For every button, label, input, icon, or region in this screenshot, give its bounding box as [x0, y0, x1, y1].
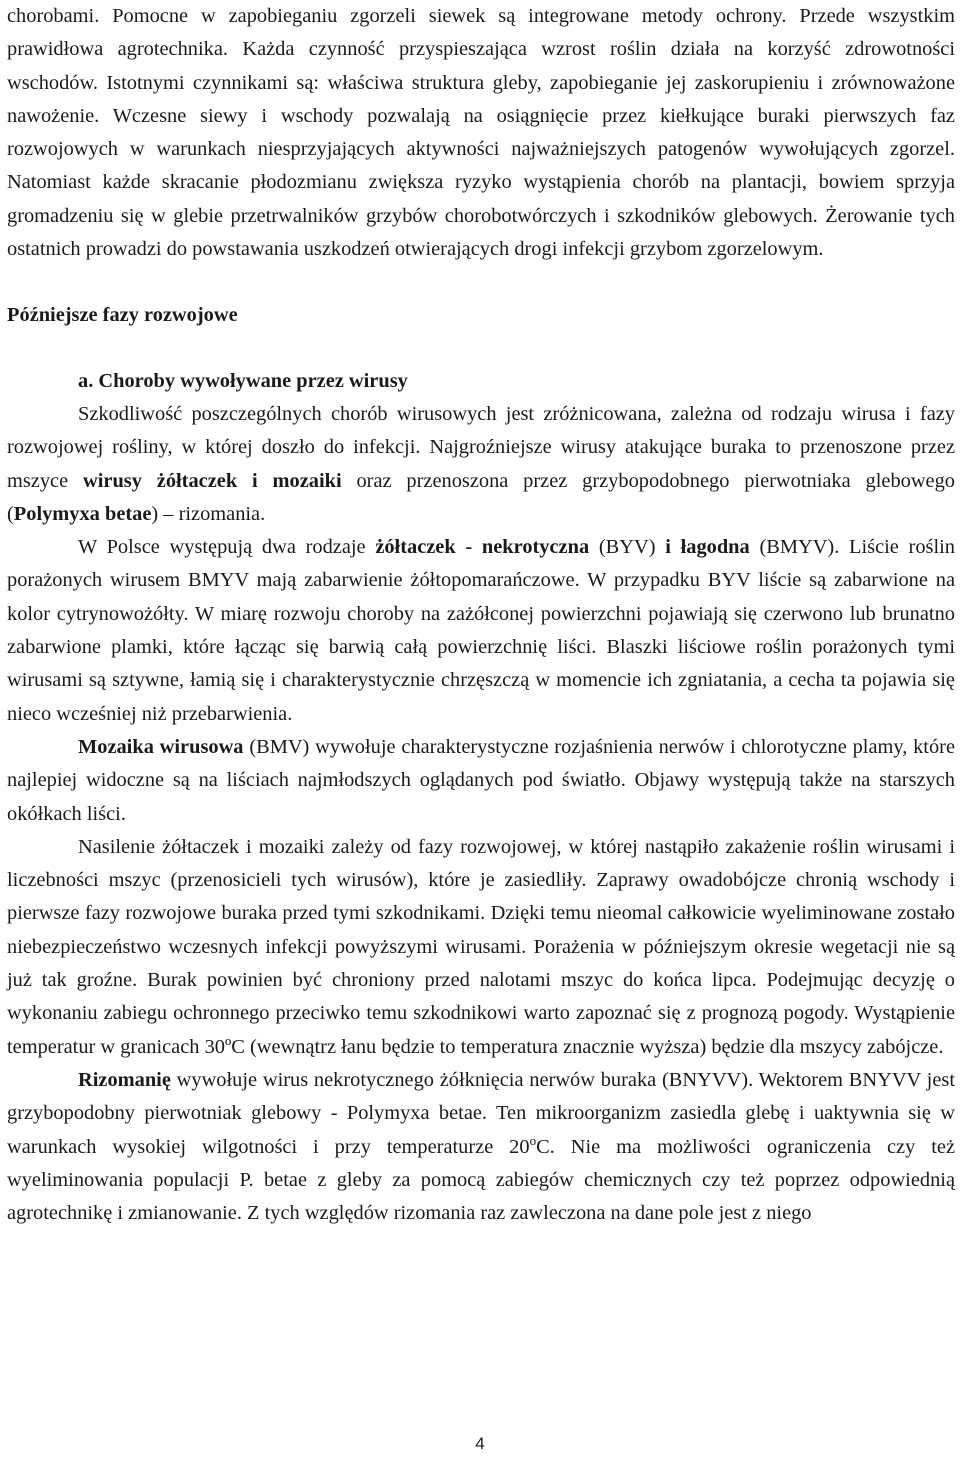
paragraph-rhizomania-text: wywołuje wirus nekrotycznego żółknięcia nerwów buraka (BNYVV). Wektorem BNYVV jest grzybopodobny pierwotniak glebowy - Polymyxa betae. Ten mikroorganizm zasiedla glebę i uaktywnia się w warunkach wysokiej wilgotności i przy temperaturze 20 [7, 1068, 955, 1158]
paragraph-rhizomania [7, 1064, 955, 1230]
subsection-heading: a. Choroby wywoływane przez wirusy [78, 369, 408, 392]
paragraph-harm-text-3: ) – rizomania. [151, 502, 266, 525]
paragraph-intro [7, 0, 955, 266]
term-yellows-mosaic: wirusy żółtaczek i mozaiki [83, 469, 342, 492]
paragraph-harm-text-2: oraz przenoszona przez grzybopodobnego pierwotniaka glebowego ( [7, 469, 955, 525]
term-rhizomania: Rizomanię [78, 1068, 171, 1091]
paragraph-mosaic [7, 731, 955, 831]
term-polymyxa: Polymyxa betae [13, 502, 152, 525]
document-page [7, 0, 955, 1230]
paragraph-rhizomania-text-2: C. Nie ma możliwości ograniczenia czy też wyeliminowania populacji P. betae z gleby za pomocą zabiegów chemicznych czy też poprzez odpowiednią agrotechnikę i zmianowanie. Z tych względów rizomania raz zawleczona na dane pole jest z niego [7, 1135, 955, 1225]
paragraph-poland [7, 531, 955, 731]
page-number: 4 [475, 1434, 485, 1453]
paragraph-harm-text: Szkodliwość poszczególnych chorób wirusowych jest zróżnicowana, zależna od rodzaju wirusa i fazy rozwojowej rośliny, w której doszło do infekcji. Najgroźniejsze wirusy atakujące buraka to przenoszone przez mszyce [7, 402, 955, 492]
paragraph-harm [7, 398, 955, 531]
paragraph-poland-text-3: (BMYV). Liście roślin porażonych wirusem BMYV mają zabarwienie żółtopomarańczowe. W przypadku BYV liście są zabarwione na kolor cytrynowożółty. W miarę rozwoju choroby na zażółconej powierzchni pojawiają się czerwono lub brunatno zabarwione plamki, które łącząc się barwią całą powierzchnię liści. Blaszki liściowe roślin porażonych tymi wirusami są sztywne, łamią się i charakterystycznie chrzęszczą w momencie ich zgniatania, a cecha ta pojawia się nieco wcześniej niż przebarwienia. [7, 536, 955, 725]
paragraph-poland-text: W Polsce występują dwa rodzaje [78, 536, 366, 559]
term-mosaic: Mozaika wirusowa [78, 735, 244, 758]
term-mild: i łagodna [665, 536, 750, 559]
term-yellows-types: żółtaczek - nekrotyczna [375, 536, 590, 559]
paragraph-intro-text: chorobami. Pomocne w zapobieganiu zgorzeli siewek są integrowane metody ochrony. Przede wszystkim prawidłowa agrotechnika. Każda czynność przyspieszająca wzrost roślin działa na korzyść zdrowotności wschodów. Istotnymi czynnikami są: właściwa struktura gleby, zapobieganie jej zaskorupieniu i zrównoważone nawożenie. Wczesne siewy i wschody pozwalają na osiągnięcie przez kiełkujące buraki pierwszych faz rozwojowych w warunkach niesprzyjających aktywności najważniejszych patogenów wywołujących zgorzel. Natomiast każde skracanie płodozmianu zwiększa ryzyko wystąpienia chorób na plantacji, bowiem sprzyja gromadzeniu się w glebie przetrwalników grzybów chorobotwórczych i szkodników glebowych. Żerowanie tych ostatnich prowadzi do powstawania uszkodzeń otwierających drogi infekcji grzybom zgorzelowym. [7, 5, 955, 261]
paragraph-intensity [7, 831, 955, 1064]
paragraph-intensity-text: Nasilenie żółtaczek i mozaiki zależy od fazy rozwojowej, w której nastąpiło zakażenie roślin wirusami i liczebności mszyc (przenosicieli tych wirusów), które je zasiedliły. Zaprawy owadobójcze chronią wschody i pierwsze fazy rozwojowe buraka przed tymi szkodnikami. Dzięki temu nieomal całkowicie wyeliminowane zostało niebezpieczeństwo wczesnych infekcji powyższymi wirusami. Porażenia w późniejszym okresie wegetacji nie są już tak groźne. Burak powinien być chroniony przed nalotami mszyc do końca lipca. Podejmując decyzję o wykonaniu zabiegu ochronnego przeciwko temu szkodnikowi warto zapoznać się z prognozą pogody. Wystąpienie temperatur w granicach 30ºC (wewnątrz łanu będzie to temperatura znacznie wyższa) będzie dla mszycy zabójcze. [7, 835, 955, 1058]
paragraph-mosaic-text: (BMV) wywołuje charakterystyczne rozjaśnienia nerwów i chlorotyczne plamy, które najlepiej widoczne są na liściach najmłodszych oglądanych pod światło. Objawy występują także na starszych okółkach liści. [7, 735, 956, 825]
degree-superscript: o [529, 1132, 537, 1148]
paragraph-poland-text-2: (BYV) [598, 536, 656, 559]
section-heading: Późniejsze fazy rozwojowe [7, 304, 238, 327]
